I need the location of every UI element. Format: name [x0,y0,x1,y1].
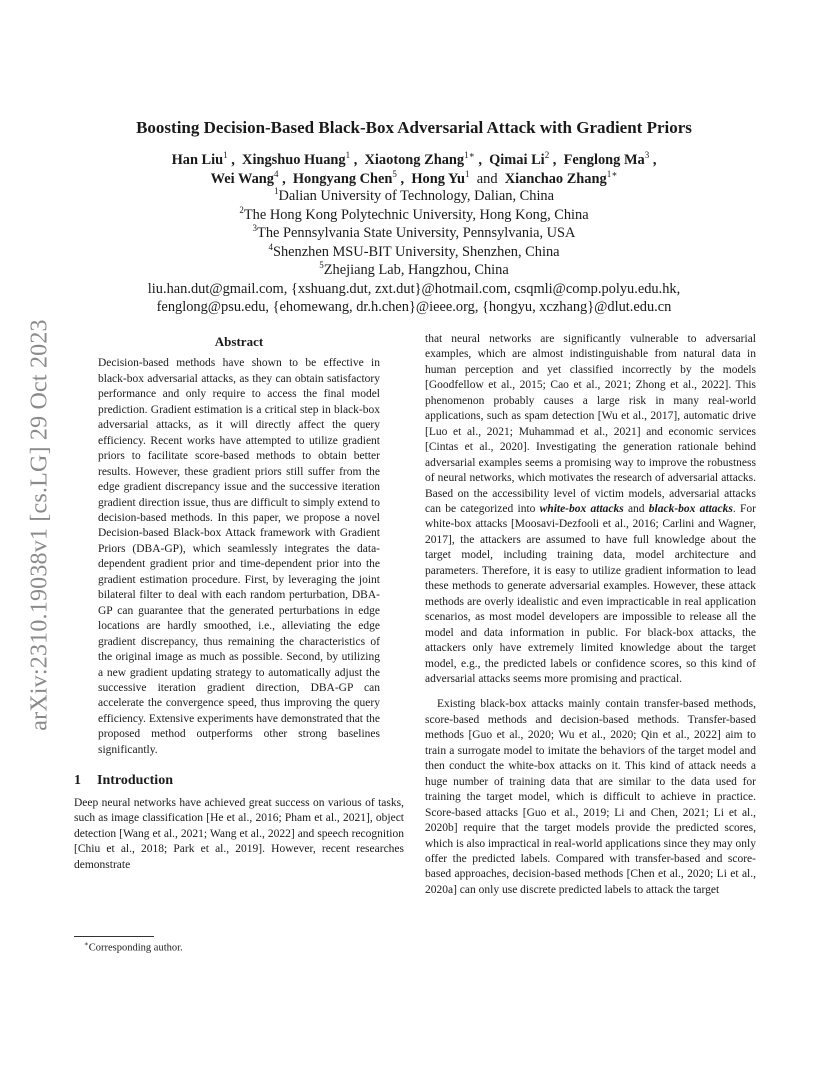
affiliation [60,206,768,225]
email-line: liu.han.dut@gmail.com, {xshuang.dut, zxt.dut}@hotmail.com, csqmli@comp.polyu.edu.hk, [147,280,681,297]
author-name: Xingshuo Huang [242,152,346,168]
author-list [60,151,768,189]
intro-paragraph-2: Existing black-box attacks mainly contain transfer-based methods, score-based methods and decision-based methods. Transfer-based methods [Guo et al., 2020; Wu et al., 2020; Qin et al., 2022] aim to train a surrogate model to imitate the behaviors of the target model and then conduct the white-box attacks on it. This kind of attack needs a huge number of training data that are similar to the data used for training the target model, which is difficult to achieve in practice. Score-based attacks [Guo et al., 2019; Li and Chen, 2021; Li et al., 2020b] require that the target models provide the predicted scores, which is also impractical in real-world applications since they may only offer the predicted labels. Compared with transfer-based and score-based approaches, decision-based methods [Chen et al., 2020; Li et al., 2020a] can only use discrete predicted labels to attack the target [425,698,756,896]
intro-paragraph-continued [425,332,756,687]
abstract-text: Decision-based methods have shown to be effective in black-box adversarial attacks, as they can obtain satisfactory performance and only require to access the final model prediction. Gradient estimation is a critical step in black-box adversarial attacks, as it will directly affect the query efficiency. Recent works have attempted to utilize gradient priors to facilitate score-based methods to obtain better results. However, these gradient priors still suffer from the edge gradient discrepancy issue and the successive iteration gradient direction issue, thus are difficult to simply extend to decision-based methods. In this paper, we propose a novel Decision-based Black-box Attack framework with Gradient Priors (DBA-GP), which seamlessly integrates the data-dependent gradient prior and time-dependent prior into the gradient estimation procedure. First, by leveraging the joint bilateral filter to deal with each random perturbation, DBA-GP can guarantee that the generated perturbations in edge locations are hardly smoothed, i.e., alleviating the edge gradient discrepancy, thus remaining the characteristics of the original image as much as possible. Second, by utilizing a new gradient updating strategy to automatically adjust the successive iteration gradient direction, DBA-GP can accelerate the convergence speed, thus improving the query efficiency. Extensive experiments have demonstrated that the proposed method outperforms other strong baselines significantly. [98,357,380,756]
affiliation-text: The Hong Kong Polytechnic University, Hong Kong, China [243,206,589,223]
author-name: Han Liu [171,152,224,168]
right-column [425,332,756,898]
footnote [84,940,183,954]
author-name: Xiaotong Zhang [364,152,465,168]
paper-title: Boosting Decision-Based Black-Box Adversarial Attack with Gradient Priors [136,118,692,137]
affiliation-sup: 4 [268,241,273,252]
affiliation-sup: 5 [319,260,324,271]
intro-paragraph: Deep neural networks have achieved great success on various of tasks, such as image classification [He et al., 2016; Pham et al., 2021], object detection [Wang et al., 2021; Wang et al., 2022] and speech recognition [Chiu et al., 2018; Park et al., 2019]. However, recent researches demonstrate [74,796,404,871]
left-column [74,332,404,873]
author-sup: 1 [345,150,351,161]
section-number: 1 [74,773,81,789]
affiliation-text: Zhejiang Lab, Hangzhou, China [323,262,509,278]
author-name: Wei Wang [210,171,274,187]
author-sup: 2 [544,150,550,161]
affiliation-sup: 2 [239,204,244,215]
affiliation [60,187,768,206]
affiliation-text: Shenzhen MSU-BIT University, Shenzhen, China [272,243,560,260]
affiliation-text: The Pennsylvania State University, Pennsylvania, USA [257,225,576,241]
footnote-rule [74,936,154,937]
term-black-box: black-box attacks [648,502,733,515]
section-heading [74,773,404,788]
author-sup: 1 [465,169,470,180]
author-sup: 3 [644,150,650,161]
author-sup: 5 [392,169,397,180]
affiliation [60,261,768,280]
term-white-box: white-box attacks [539,502,624,515]
author-name: Qimai Li [489,152,545,168]
author-name: Fenglong Ma [563,152,645,168]
abstract-heading: Abstract [214,334,264,349]
text-run: . For white-box attacks [Moosavi-Dezfooli et al., 2016; Carlini and Wagner, 2017], the attackers are assumed to have full knowledge about the target model, including training data, model architecture and parameters. Therefore, it is easy to utilize gradient information to lead these methods to generate adversarial examples. However, these attack methods are overly idealistic and even impracticable in real application scenarios, as most model developers are impossible to release all the model and data information in public. For black-box attacks, the attackers only have extremely limited knowledge about the target model, e.g., the predicted labels or confidence scores, so this kind of adversarial attacks seems more promising and practical. [425,502,756,685]
arxiv-stamp [20,290,60,760]
affiliation-sup: 3 [252,223,258,234]
affiliation [60,243,768,262]
footnote-mark: ∗ [84,940,89,948]
author-name: Hongyang Chen [292,171,393,187]
author-line-1: Han Liu$^1$ , Xingshuo Huang$^1$ , Xiaotong Zhang$^{1∗}$ , Qimai Li$^2$ , Fenglong Ma$^3$ , [171,150,657,168]
footnote-text: Corresponding author. [88,942,183,954]
author-and: and [476,171,498,187]
section-title: Introduction [97,773,173,789]
author-sup: 1 [223,150,228,161]
author-sup: 1∗ [464,150,475,161]
affiliation [60,224,768,243]
email-line: fenglong@psu.edu, {ehomewang, dr.h.chen}@ieee.org, {hongyu, xczhang}@dlut.edu.cn [156,299,672,315]
author-line-2: Wei Wang$^4$ , Hongyang Chen$^5$ , Hong Yu$^1$ and Xianchao Zhang$^{1∗}$ [210,169,618,187]
affiliation-list [60,187,768,317]
affiliation-sup: 1 [273,186,279,197]
text-run: and [623,502,649,515]
author-sup: 4 [273,169,279,180]
author-name: Xianchao Zhang [504,171,607,187]
arxiv-stamp-text: arXiv:2310.19038v1 [cs.LG] 29 Oct 2023 [26,319,53,731]
author-sup: 1∗ [606,169,618,180]
affiliation-text: Dalian University of Technology, Dalian, China [278,188,555,204]
text-run: that neural networks are significantly vulnerable to adversarial examples, which are almost indistinguishable from natural data in human perception and yet classified incorrectly by the models [Goodfellow et al., 2015; Cao et al., 2021; Zhong et al., 2022]. This phenomenon probably causes a large risk in many real-world applications, such as spam detection [Wu et al., 2017], automatic drive [Luo et al., 2021; Muhammad et al., 2021] and economic services [Cintas et al., 2020]. Investigating the generation rationale behind adversarial examples seems a promising way to improve the robustness of neural networks, which motivates the research of adversarial attacks. Based on the accessibility level of victim models, adversarial attacks can be categorized into [425,333,756,515]
author-name: Hong Yu [411,171,466,187]
